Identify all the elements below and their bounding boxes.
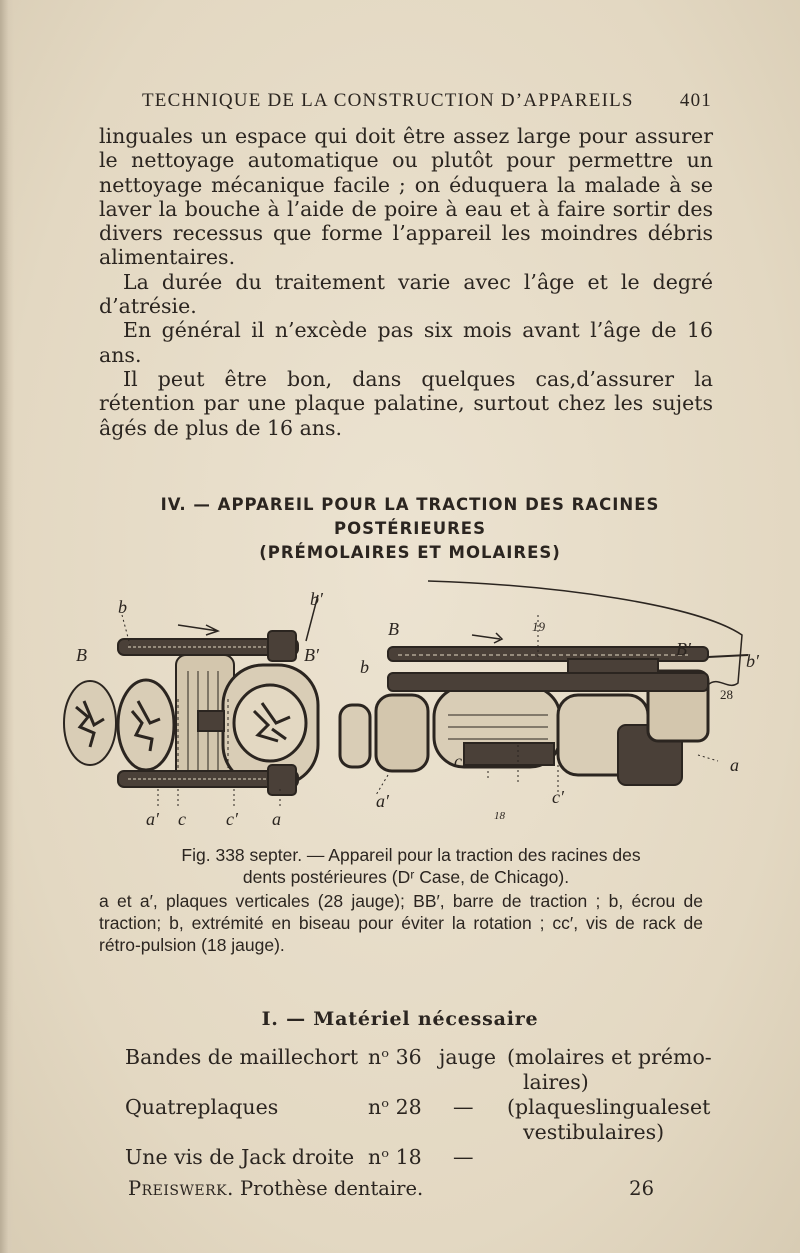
materials-heading: I. — Matériel nécessaire [261, 1008, 539, 1030]
page-number: 401 [679, 90, 712, 111]
footer-source [128, 1177, 423, 1200]
label-c: c [178, 809, 186, 825]
label-b: b [118, 597, 127, 617]
row-3-item: Une vis de Jack droite [125, 1145, 355, 1169]
page-footer [128, 1177, 654, 1200]
label-B: B [76, 645, 87, 665]
row-3-dash: — [453, 1145, 474, 1169]
label-18: 18 [494, 810, 505, 822]
label-b-right: b [360, 657, 369, 677]
label-B-prime-right: B′ [676, 639, 691, 659]
materials-row-2 [125, 1095, 725, 1120]
row-1-item: Bandes de maillechort [125, 1045, 359, 1069]
label-b-prime: b′ [310, 589, 323, 609]
row-2-desc-b: vestibulaires) [523, 1120, 665, 1144]
materials-list [125, 1045, 725, 1170]
label-a-prime-right: a′ [376, 791, 389, 811]
right-lateral-view [340, 581, 748, 795]
header-title: TECHNIQUE DE LA CONSTRUCTION D’APPAREILS [142, 90, 634, 111]
left-occlusal-view [64, 595, 318, 809]
footer-book-title: Prothèse dentaire. [240, 1177, 424, 1200]
materials-row-1 [125, 1045, 725, 1070]
caption-legend: a et a′, plaques verticales (28 jauge); BB′, barre de traction ; b, écrou de traction; b, extrémité en biseau pour éviter la rotation ; cc′, vis de rack de rétro-pulsion (18 jauge). [99, 891, 703, 955]
caption-line-2: dents postérieures (Dʳ Case, de Chicago). [242, 867, 570, 887]
row-3-number: nᵒ 18 [368, 1145, 422, 1169]
paragraph-1: linguales un espace qui doit être assez large pour assurer le nettoyage automatique ou plutôt pour permettre un nettoyage mécanique facile ; on éduquera la malade à se laver la bouche à l’aide de poire à eau et à faire sortir des divers recessus que forme l’appareil les moindres débris alimentaires. [99, 124, 713, 270]
materials-row-1-cont [125, 1070, 725, 1095]
row-2-number: nᵒ 28 [368, 1095, 422, 1119]
label-28: 28 [720, 687, 733, 702]
row-1-unit: jauge [439, 1045, 497, 1069]
footer-author: Preiswerk. [128, 1177, 234, 1200]
paragraph-4: Il peut être bon, dans quelques cas,d’assurer la rétention par une plaque palatine, surtout chez les sujets âgés de plus de 16 ans. [99, 366, 713, 440]
label-c-right: c [454, 751, 462, 771]
paragraph-3: En général il n’excède pas six mois avant l’âge de 16 ans. [99, 318, 713, 367]
footer-signature: 26 [629, 1177, 654, 1200]
label-b-prime-right: b′ [746, 651, 759, 671]
materials-row-3 [125, 1145, 725, 1170]
section-heading-line-1: IV. — APPAREIL POUR LA TRACTION DES RACINES POSTÉRIEURES [160, 495, 660, 538]
label-19: 19 [532, 619, 545, 634]
label-a-right: a [730, 755, 739, 775]
body-text [99, 124, 713, 440]
label-B-right: B [388, 619, 399, 639]
label-a-prime: a′ [146, 809, 159, 825]
figure-338-illustration [58, 575, 768, 825]
caption-line-1: Fig. 338 septer. — Appareil pour la traction des racines des [181, 845, 641, 865]
label-c-prime-right: c′ [552, 787, 564, 807]
figure-caption [99, 844, 703, 956]
label-a: a [272, 809, 281, 825]
label-B-prime: B′ [304, 645, 319, 665]
label-c-prime: c′ [226, 809, 238, 825]
row-2-dash: — [453, 1095, 474, 1119]
row-1-number: nᵒ 36 [368, 1045, 422, 1069]
section-heading-line-2: (PRÉMOLAIRES ET MOLAIRES) [259, 543, 561, 562]
row-1-desc-a: (molaires et prémo- [507, 1045, 712, 1069]
page-edge-shadow [0, 0, 14, 1253]
materials-row-2-cont [125, 1120, 725, 1145]
row-2-item: Quatreplaques [125, 1095, 279, 1119]
paragraph-2: La durée du traitement varie avec l’âge et le degré d’atrésie. [99, 269, 713, 319]
section-heading [110, 493, 710, 565]
row-2-desc-a: (plaqueslingualeset [507, 1095, 711, 1119]
row-1-desc-b: laires) [523, 1070, 589, 1094]
running-header [142, 90, 712, 112]
